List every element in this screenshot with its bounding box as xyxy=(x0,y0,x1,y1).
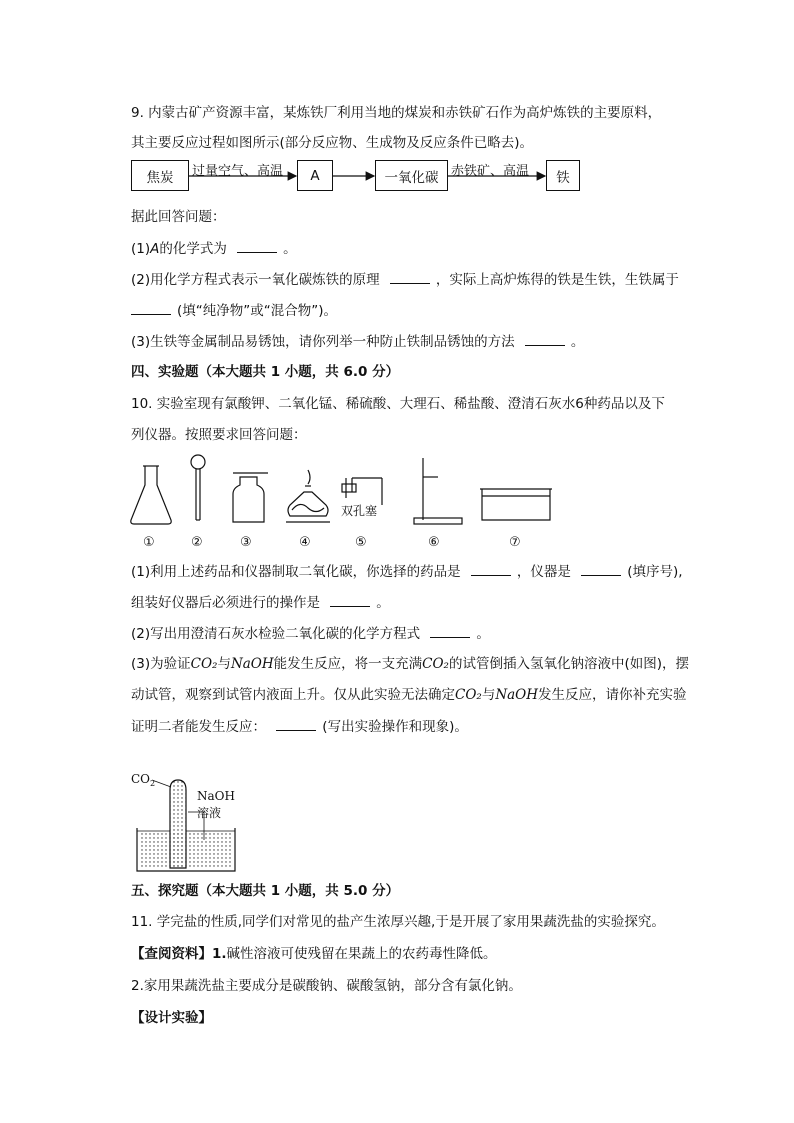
apparatus-number: ④ xyxy=(299,535,311,550)
flow-arrow1-label: 过量空气、高温 xyxy=(192,164,284,179)
flow-box-co: 一氧化碳 xyxy=(375,160,448,191)
q9-part3: (3)生铁等金属制品易锈蚀，请你列举一种防止铁制品锈蚀的方法 。 xyxy=(131,331,584,352)
q9-part2-line1: (2)用化学方程式表示一氧化碳炼铁的原理 ，实际上高炉炼得的铁是生铁，生铁属于 xyxy=(131,269,679,290)
flow-box-iron: 铁 xyxy=(546,160,580,191)
q10-line2: 列仪器。按照要求回答问题： xyxy=(131,427,307,443)
flow-box-a: A xyxy=(297,160,333,191)
section-heading-4: 四、实验题（本大题共 1 小题，共 6.0 分） xyxy=(131,364,400,380)
apparatus-number: ⑤ xyxy=(355,535,367,550)
q9-part1: (1)A的化学式为 。 xyxy=(131,238,297,259)
q11-info2: 2.家用果蔬洗盐主要成分是碳酸钠、碳酸氢钠，部分含有氯化钠。 xyxy=(131,978,522,994)
q9-line2: 其主要反应过程如图所示(部分反应物、生成物及反应条件已略去)。 xyxy=(131,135,534,151)
apparatus-number: ③ xyxy=(240,535,252,550)
apparatus-number: ② xyxy=(191,535,203,550)
q10-part3-line3: 证明二者能发生反应： (写出实验操作和现象)。 xyxy=(131,716,468,737)
q9-line1: 9. 内蒙古矿产资源丰富，某炼铁厂利用当地的煤炭和赤铁矿石作为高炉炼铁的主要原料， xyxy=(131,105,662,121)
apparatus-number: ⑥ xyxy=(428,535,440,550)
solution-label: 溶液 xyxy=(197,806,222,820)
naoh-label: NaOH xyxy=(197,789,235,803)
apparatus-number: ⑦ xyxy=(509,535,521,550)
q11-design-heading: 【设计实验】 xyxy=(131,1010,212,1026)
q11-info1: 【查阅资料】1.碱性溶液可使残留在果蔬上的农药毒性降低。 xyxy=(131,946,497,962)
q10-line1: 10. 实验室现有氯酸钾、二氧化锰、稀硫酸、大理石、稀盐酸、澄清石灰水6种药品以及下 xyxy=(131,396,665,412)
q11-line1: 11. 学完盐的性质,同学们对常见的盐产生浓厚兴趣,于是开展了家用果蔬洗盐的实验探究。 xyxy=(131,914,665,930)
co2-label: $CO_2$ xyxy=(131,772,156,788)
flow-box-coke: 焦炭 xyxy=(131,160,189,191)
stopper-label: 双孔塞 xyxy=(341,504,378,518)
q10-part3-line1: (3)为验证CO₂与NaOH能发生反应，将一支充满CO₂的试管倒插入氢氧化钠溶液中(如图)，摆 xyxy=(131,656,689,672)
apparatus-number: ① xyxy=(143,535,155,550)
q10-part3-line2: 动试管，观察到试管内液面上升。仅从此实验无法确定CO₂与NaOH发生反应，请你补充实验 xyxy=(131,687,687,703)
q9-prompt: 据此回答问题： xyxy=(131,209,226,225)
q10-part1-line1: (1)利用上述药品和仪器制取二氧化碳，你选择的药品是 ，仪器是 (填序号), xyxy=(131,561,683,582)
q9-part2-line2: (填“纯净物”或“混合物”)。 xyxy=(131,300,337,321)
section-heading-5: 五、探究题（本大题共 1 小题，共 5.0 分） xyxy=(131,883,400,899)
q10-part2: (2)写出用澄清石灰水检验二氧化碳的化学方程式 。 xyxy=(131,623,490,644)
flow-arrow3-label: 赤铁矿、高温 xyxy=(451,164,530,179)
q10-part1-line2: 组装好仪器后必须进行的操作是 。 xyxy=(131,592,390,613)
